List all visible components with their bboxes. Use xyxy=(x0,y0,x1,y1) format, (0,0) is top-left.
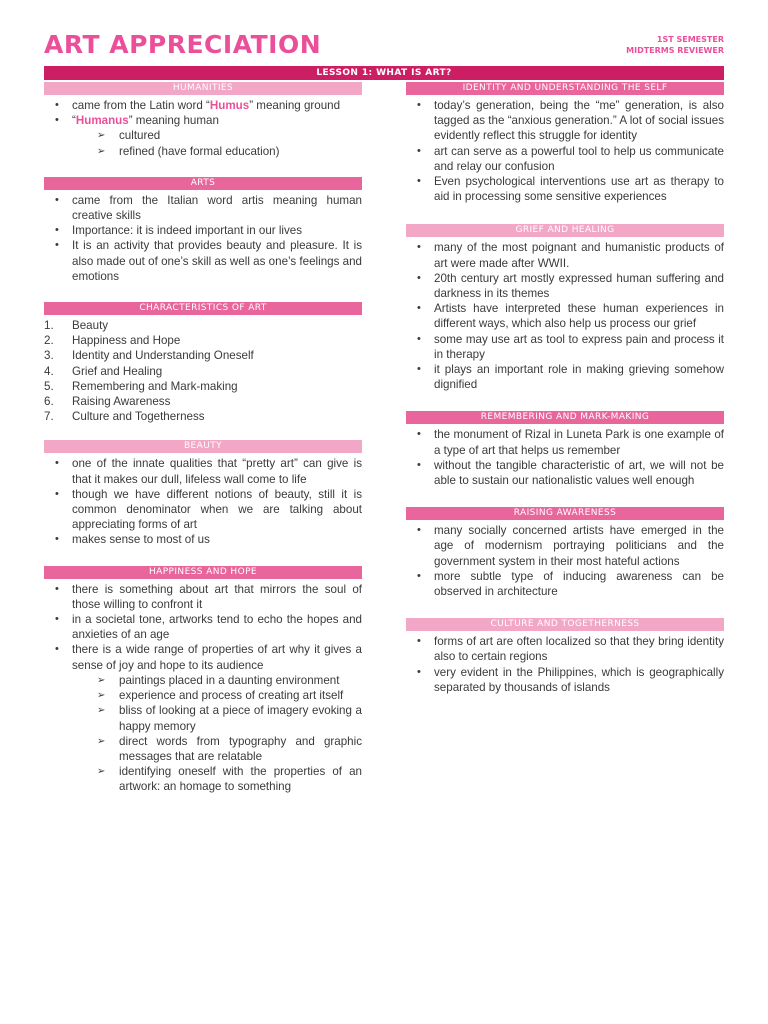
sub-item xyxy=(44,734,362,764)
bullet-icon: • xyxy=(417,99,421,111)
section-heading: GRIEF AND HEALING xyxy=(406,224,724,237)
section-humanities xyxy=(44,82,362,159)
right-column xyxy=(406,82,724,714)
section-arts xyxy=(44,177,362,284)
item-text: Even psychological interventions use art as therapy to aid in processing some sensitive experiences xyxy=(434,175,724,204)
item-text: it plays an important role in making grieving somehow dignified xyxy=(434,363,724,392)
list-item xyxy=(406,523,724,569)
list-item xyxy=(406,569,724,599)
sub-item-text: bliss of looking at a piece of imagery evoking a happy memory xyxy=(119,704,362,733)
section-grief-healing xyxy=(406,224,724,392)
item-text: 20th century art mostly expressed human suffering and darkness in its themes xyxy=(434,271,724,301)
item-text: in a societal tone, artworks tend to echo the hopes and anxieties of an age xyxy=(72,613,362,642)
list-item xyxy=(44,113,362,128)
left-column xyxy=(44,82,362,814)
bullet-icon: • xyxy=(55,99,59,111)
numbered-item xyxy=(44,409,362,424)
section-heading: REMEMBERING AND MARK-MAKING xyxy=(406,411,724,424)
section-heading: CHARACTERISTICS OF ART xyxy=(44,302,362,315)
section-happiness-hope xyxy=(44,566,362,795)
item-text: Remembering and Mark-making xyxy=(72,379,238,393)
list-item xyxy=(44,487,362,533)
bullet-icon: • xyxy=(417,458,421,471)
bullet-icon: • xyxy=(55,193,59,206)
bullet-icon: • xyxy=(55,457,59,470)
list-item xyxy=(406,634,724,664)
item-text: “ xyxy=(72,114,76,128)
item-text: there is something about art that mirrors the soul of those willing to confront it xyxy=(72,582,362,611)
item-number: 2. xyxy=(44,334,54,348)
section-characteristics xyxy=(44,302,362,424)
lesson-title-bar: LESSON 1: WHAT IS ART? xyxy=(44,66,724,80)
item-text: many socially concerned artists have emerged in the age of modernism portraying politicians and the government system in their most hateful actions xyxy=(434,524,724,568)
sub-item-text: identifying oneself with the properties of an artwork: an homage to something xyxy=(119,765,362,794)
item-text: Raising Awareness xyxy=(72,395,171,409)
list-item xyxy=(406,174,724,204)
sub-item xyxy=(44,673,362,688)
bullet-icon: • xyxy=(55,582,59,595)
item-text: ” meaning ground xyxy=(249,99,341,112)
semester-line: 1ST SEMESTER xyxy=(656,35,724,44)
arrow-icon: ➢ xyxy=(97,766,106,778)
bullet-icon: • xyxy=(417,175,421,188)
arrow-icon: ➢ xyxy=(97,674,106,686)
item-text: one of the innate qualities that “pretty art” can give is that it makes our dull, lifeless wall come to life xyxy=(72,457,362,486)
numbered-item xyxy=(44,379,362,394)
bullet-icon: • xyxy=(417,241,421,254)
item-number: 7. xyxy=(44,410,54,424)
item-text: more subtle type of inducing awareness can be observed in architecture xyxy=(434,569,724,599)
sub-item-text: direct words from typography and graphic messages that are relatable xyxy=(119,734,362,763)
sub-item-text: experience and process of creating art itself xyxy=(119,689,344,703)
section-heading: IDENTITY AND UNDERSTANDING THE SELF xyxy=(406,82,724,95)
sub-item xyxy=(44,688,362,703)
item-number: 1. xyxy=(44,319,54,333)
section-remembering xyxy=(406,411,724,488)
bullet-icon: • xyxy=(417,271,421,284)
section-heading: CULTURE AND TOGETHERNESS xyxy=(406,618,724,631)
list-item xyxy=(406,98,724,144)
item-text: Grief and Healing xyxy=(72,364,163,378)
section-heading: ARTS xyxy=(44,177,362,190)
section-beauty xyxy=(44,440,362,547)
sub-item xyxy=(44,144,362,159)
bullet-icon: • xyxy=(55,643,59,656)
list-item xyxy=(406,665,724,695)
section-heading: HAPPINESS AND HOPE xyxy=(44,566,362,579)
section-identity xyxy=(406,82,724,204)
item-text: some may use art as tool to express pain and process it in therapy xyxy=(434,332,724,361)
item-text: Identity and Understanding Oneself xyxy=(72,349,254,363)
list-item xyxy=(44,98,362,113)
document-title: ART APPRECIATION xyxy=(44,30,322,59)
bullet-icon: • xyxy=(417,302,421,315)
bullet-icon: • xyxy=(417,569,421,582)
list-item xyxy=(44,223,362,238)
arrow-icon: ➢ xyxy=(97,735,106,747)
semester-label xyxy=(626,34,724,56)
sub-item xyxy=(44,764,362,794)
sub-item-text: cultured xyxy=(119,129,161,143)
list-item xyxy=(406,458,724,488)
list-item xyxy=(44,193,362,223)
item-text: Happiness and Hope xyxy=(72,334,181,348)
section-raising-awareness xyxy=(406,507,724,599)
numbered-item xyxy=(44,348,362,363)
numbered-item xyxy=(44,394,362,409)
item-text: very evident in the Philippines, which is geographically separated by thousands of islands xyxy=(434,665,724,694)
bullet-icon: • xyxy=(55,239,59,252)
item-text: art can serve as a powerful tool to help us communicate and relay our confusion xyxy=(434,144,724,173)
reviewer-line: MIDTERMS REVIEWER xyxy=(626,46,724,55)
sub-item xyxy=(44,703,362,733)
bullet-icon: • xyxy=(55,224,59,237)
numbered-item xyxy=(44,364,362,379)
arrow-icon: ➢ xyxy=(97,145,106,157)
item-text: came from the Latin word “ xyxy=(72,99,210,112)
list-item xyxy=(44,238,362,284)
list-item xyxy=(406,362,724,392)
item-text: makes sense to most of us xyxy=(72,533,210,547)
sub-item-text: refined (have formal education) xyxy=(119,144,280,158)
list-item xyxy=(406,301,724,331)
bullet-icon: • xyxy=(417,363,421,376)
item-text: ” meaning human xyxy=(128,114,219,128)
item-text: though we have different notions of beauty, still it is common denominator when we are talking about appreciating forms of art xyxy=(72,487,362,532)
item-text: the monument of Rizal in Luneta Park is one example of a type of art that helps us remember xyxy=(434,428,724,457)
list-item xyxy=(44,582,362,612)
list-item xyxy=(44,456,362,486)
item-text: Artists have interpreted these human experiences in different ways, which also help us process our grief xyxy=(434,302,724,331)
section-heading: HUMANITIES xyxy=(44,82,362,95)
list-item xyxy=(406,271,724,301)
item-text: there is a wide range of properties of art why it gives a sense of joy and hope to its audience xyxy=(72,643,362,672)
item-text: without the tangible characteristic of art, we will not be able to sustain our nationalistic values well enough xyxy=(434,458,724,488)
item-number: 4. xyxy=(44,364,54,378)
list-item xyxy=(406,144,724,174)
section-heading: RAISING AWARENESS xyxy=(406,507,724,520)
numbered-item xyxy=(44,333,362,348)
item-text: Importance: it is indeed important in our lives xyxy=(72,224,303,238)
arrow-icon: ➢ xyxy=(97,130,106,142)
item-text: Culture and Togetherness xyxy=(72,410,205,424)
bullet-icon: • xyxy=(55,613,59,626)
bullet-icon: • xyxy=(417,635,421,648)
sub-item-text: paintings placed in a daunting environment xyxy=(119,673,340,687)
sub-item xyxy=(44,128,362,143)
item-text: came from the Italian word artis meaning human creative skills xyxy=(72,193,362,223)
item-number: 5. xyxy=(44,379,54,393)
item-number: 6. xyxy=(44,395,54,409)
bullet-icon: • xyxy=(417,524,421,537)
highlight-term: Humus xyxy=(209,99,250,112)
section-heading: BEAUTY xyxy=(44,440,362,453)
arrow-icon: ➢ xyxy=(97,690,106,702)
bullet-icon: • xyxy=(55,533,59,546)
bullet-icon: • xyxy=(417,332,421,345)
list-item xyxy=(406,240,724,270)
numbered-item xyxy=(44,318,362,333)
list-item xyxy=(44,532,362,547)
list-item xyxy=(406,332,724,362)
item-text: forms of art are often localized so that they bring identity also to certain regions xyxy=(434,635,724,664)
item-number: 3. xyxy=(44,349,54,363)
list-item xyxy=(44,612,362,642)
section-culture-togetherness xyxy=(406,618,724,695)
item-text: Beauty xyxy=(72,319,109,333)
list-item xyxy=(44,642,362,672)
item-text: today’s generation, being the “me” generation, is also tagged as the “anxious generation.” A lot of social issues evidently reflect this struggle for identity xyxy=(434,99,724,143)
item-text: many of the most poignant and humanistic products of art were made after WWII. xyxy=(434,241,724,270)
bullet-icon: • xyxy=(417,428,421,441)
bullet-icon: • xyxy=(55,487,59,500)
list-item xyxy=(406,427,724,457)
item-text: It is an activity that provides beauty and pleasure. It is also made out of one’s skill as well as one’s feelings and emotions xyxy=(72,239,362,283)
arrow-icon: ➢ xyxy=(97,705,106,717)
highlight-term: Humanus xyxy=(75,114,129,128)
bullet-icon: • xyxy=(417,144,421,157)
bullet-icon: • xyxy=(55,114,59,127)
bullet-icon: • xyxy=(417,665,421,678)
